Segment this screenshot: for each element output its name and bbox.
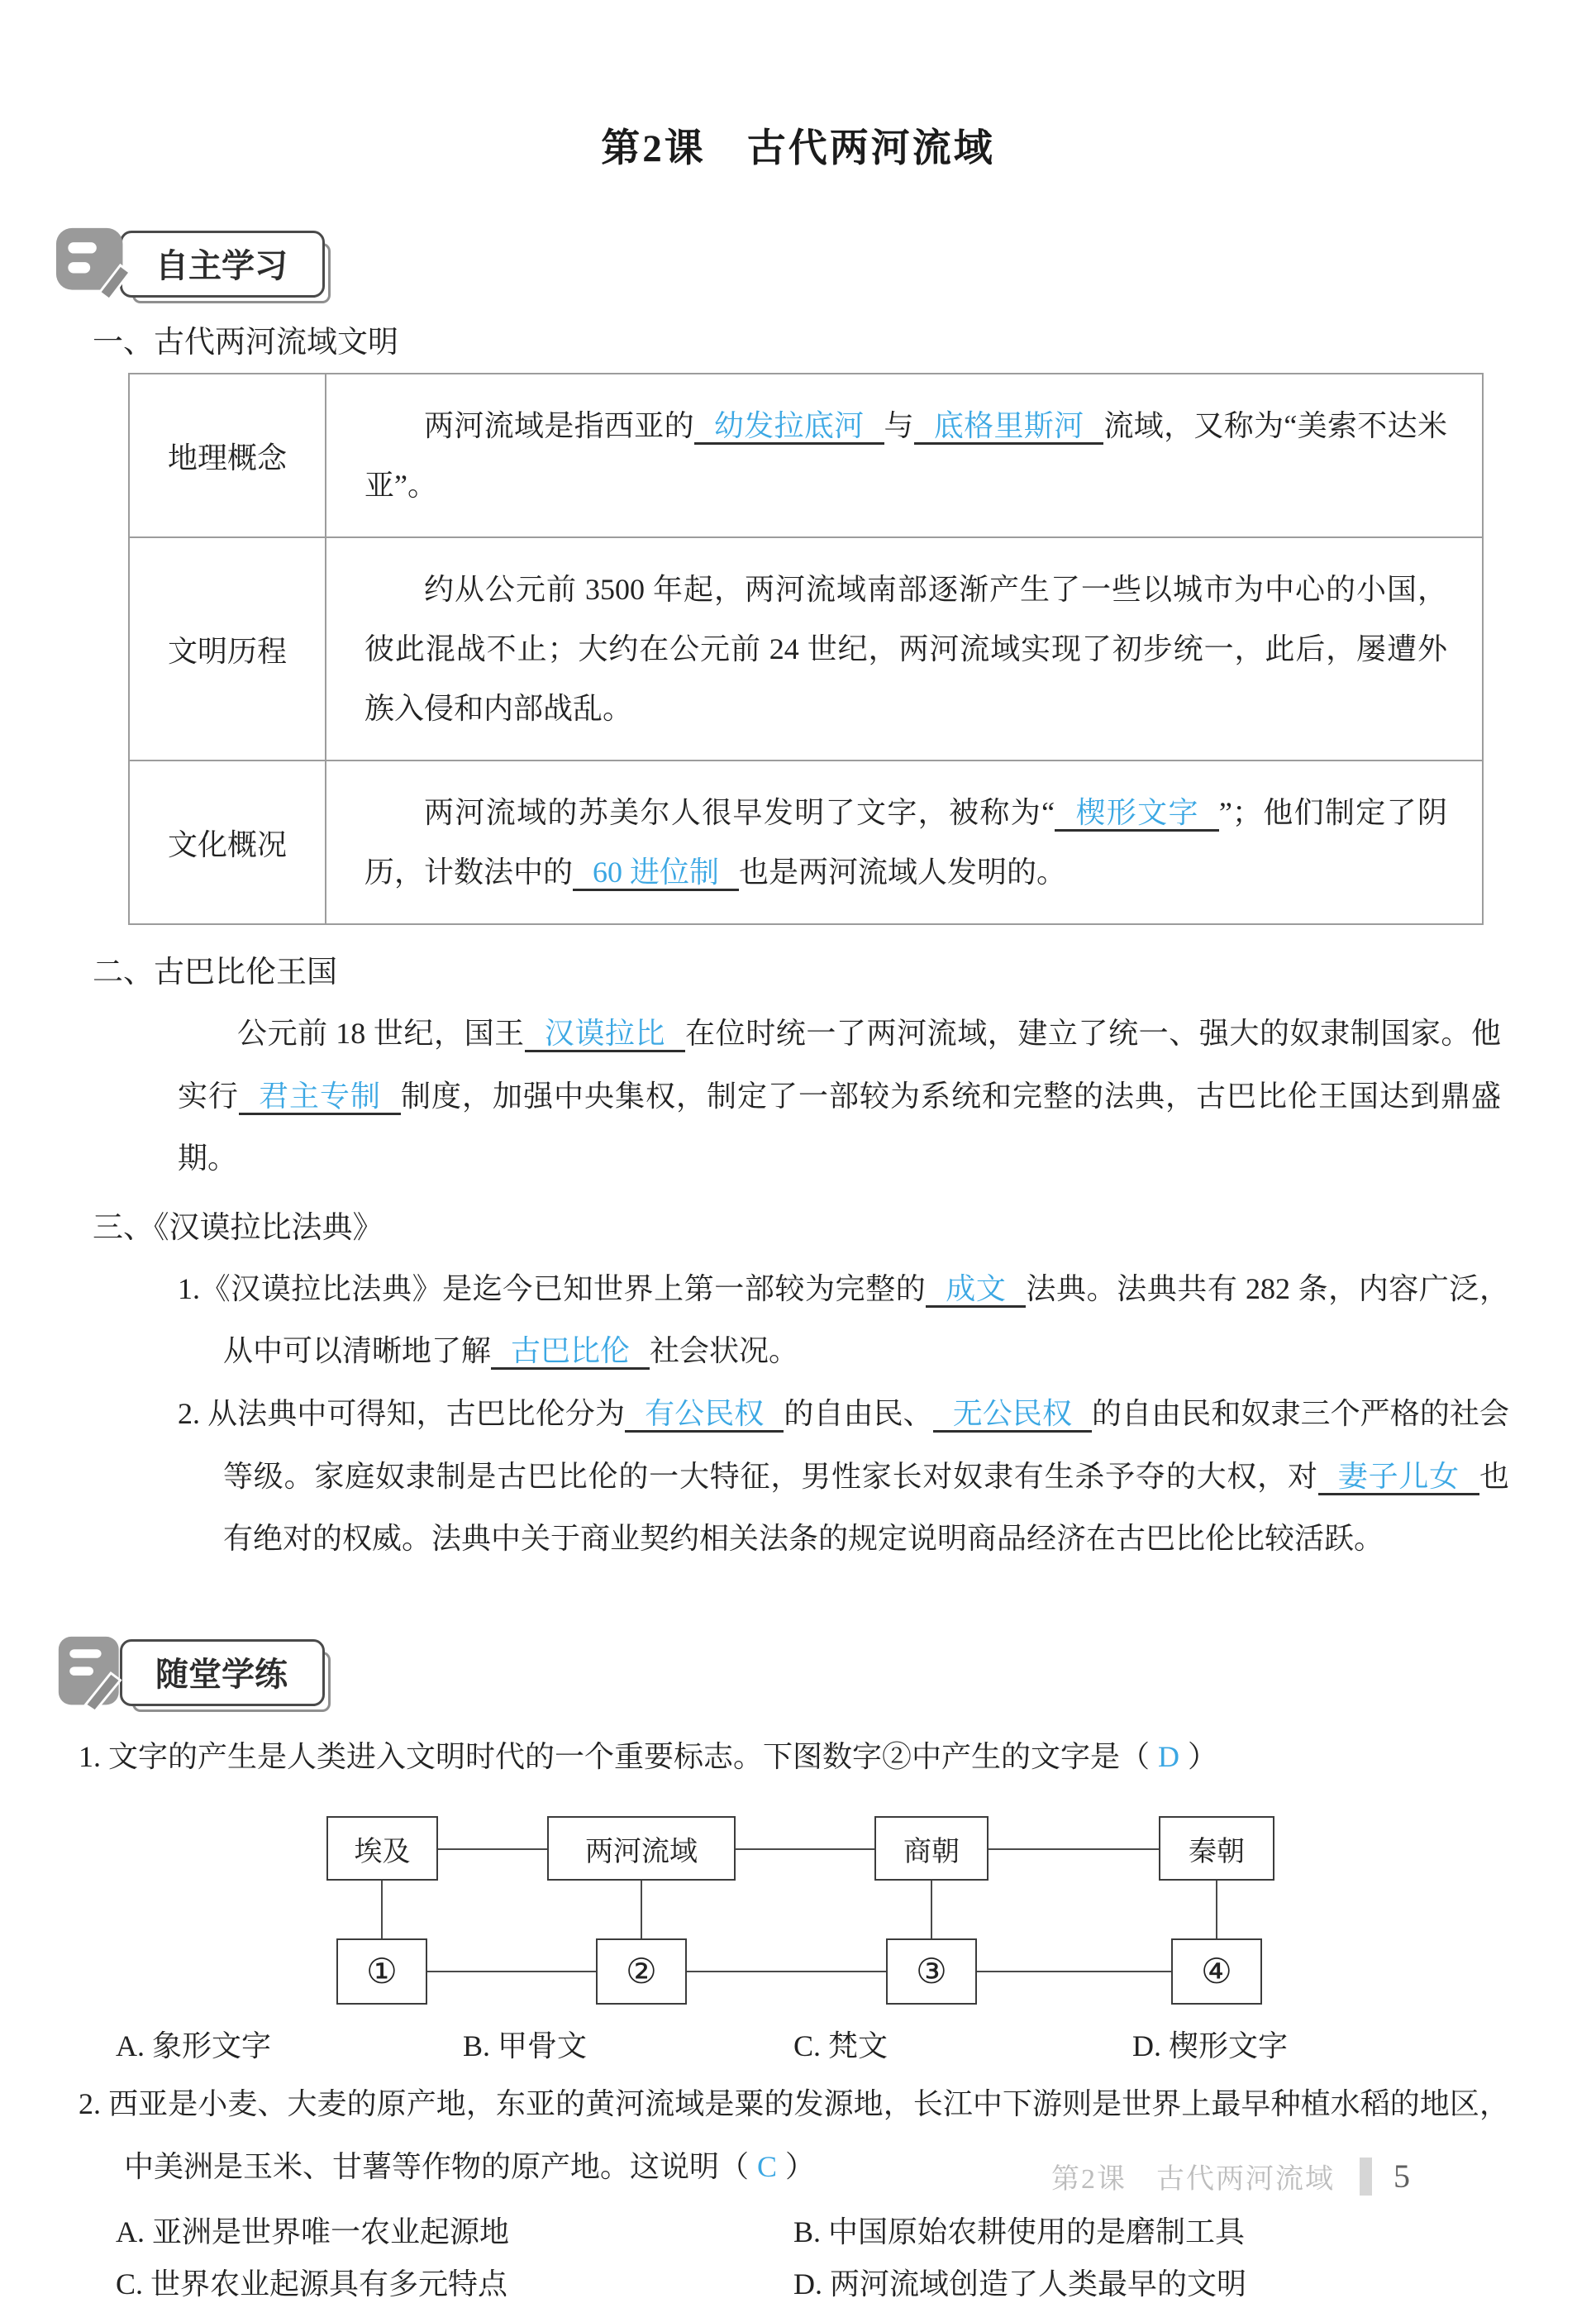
blank-answer: 古巴比伦 [491, 1334, 650, 1370]
blank-answer: 无公民权 [933, 1397, 1092, 1433]
connector-line [382, 1848, 1217, 1850]
practice-section-header [54, 1635, 1517, 1711]
option-b: B. 甲骨文 [463, 2029, 588, 2063]
row-content [326, 374, 1483, 537]
section3-heading: 三、《汉谟拉比法典》 [93, 1210, 384, 1245]
question-number: 2. [79, 2087, 101, 2121]
row-label: 地理概念 [129, 374, 326, 537]
connector-line [931, 1881, 932, 1939]
footer-lesson-title: 第2课 古代两河流域 [1051, 2164, 1335, 2195]
question-2-options-row2 [116, 2261, 1517, 2303]
blank-answer: 成文 [926, 1272, 1026, 1308]
section3-item [178, 1383, 1509, 1571]
practice-badge: 随堂学练 [120, 1639, 325, 1706]
text-segment: 从法典中可得知，古巴比伦分为 [207, 1396, 626, 1430]
row-content [326, 537, 1483, 761]
question-2-options-row1 [116, 2209, 1517, 2251]
text-segment: 《汉谟拉比法典》是迄今已知世界上第一部较为完整的 [200, 1271, 927, 1305]
choice-answer: C [757, 2149, 778, 2183]
civilization-box: 秦朝 [1159, 1816, 1274, 1881]
text-segment: 在位时统一了两河流域，建立了统一、强大的奴隶制国家。他实行 [178, 1017, 1501, 1113]
option-b: B. 中国原始农耕使用的是磨制工具 [793, 2215, 1246, 2248]
section1-heading: 一、古代两河流域文明 [93, 326, 398, 360]
page-footer [1051, 2156, 1410, 2196]
civilization-table [128, 373, 1484, 925]
civilization-box: 商朝 [874, 1816, 989, 1881]
footer-divider [1360, 2158, 1372, 2196]
section3-item [178, 1258, 1509, 1383]
text-segment: 西亚是小麦、大麦的原产地，东亚的黄河流域是粟的发源地，长江中下游则是世界上最早种植水稻的地区，中美洲是玉米、甘薯等作物的原产地。这说明（ [108, 2087, 1509, 2183]
text-segment: 也是两河流域人发明的。 [739, 856, 1067, 889]
row-content [326, 761, 1483, 924]
connector-line [641, 1881, 642, 1939]
option-a: A. 象形文字 [116, 2029, 271, 2063]
self-study-section-header [54, 226, 1517, 302]
item-text [200, 1272, 1509, 1371]
table-row [129, 374, 1483, 537]
text-segment: 的自由民、 [784, 1396, 933, 1430]
text-segment: 的自由民和奴隶三个严格的社会等级。家庭奴隶制是古巴比伦的一大特征，男性家长对奴隶有生杀予夺的大权，对 [223, 1396, 1509, 1493]
question-number: 1. [79, 1739, 101, 1773]
blank-answer: 汉谟拉比 [525, 1017, 685, 1052]
connector-line [382, 1971, 1217, 1972]
item-number: 2. [178, 1396, 200, 1430]
section2-heading: 二、古巴比伦王国 [93, 956, 337, 989]
choice-answer: D [1158, 1739, 1180, 1773]
table-row [129, 537, 1483, 761]
text-segment: 流域，又称为“美索不达米亚”。 [364, 409, 1447, 502]
blank-answer: 60 进位制 [573, 856, 739, 891]
number-box: ② [596, 1938, 687, 2005]
option-a: A. 亚洲是世界唯一农业起源地 [116, 2215, 509, 2248]
text-segment: ”；他们制定了阴历，计数法中的 [364, 796, 1447, 889]
row-label: 文明历程 [129, 537, 326, 761]
row-label: 文化概况 [129, 761, 326, 924]
text-segment: 法典。法典共有 282 条，内容广泛，从中可以清晰地了解 [223, 1271, 1509, 1368]
self-study-badge: 自主学习 [120, 231, 325, 298]
text-segment: 约从公元前 3500 年起，两河流域南部逐渐产生了一些以城市为中心的小国，彼此混战不止；大约在公元前 24 世纪，两河流域实现了初步统一，此后，屡遭外族入侵和内部战乱。 [364, 573, 1447, 725]
text-segment: 两河流域是指西亚的 [424, 409, 694, 442]
blank-answer: 妻子儿女 [1318, 1460, 1479, 1495]
text-segment: 公元前 18 世纪，国王 [237, 1017, 525, 1050]
text-segment: 文字的产生是人类进入文明时代的一个重要标志。下图数字②中产生的文字是（ [108, 1739, 1151, 1773]
civilization-box: 埃及 [326, 1816, 438, 1881]
number-box: ③ [886, 1938, 977, 2005]
option-c: C. 梵文 [793, 2029, 889, 2063]
text-segment: 两河流域的苏美尔人很早发明了文字，被称为“ [424, 796, 1055, 829]
question-1 [79, 1726, 1509, 1789]
blank-answer: 君主专制 [239, 1080, 401, 1115]
writing-systems-diagram [273, 1816, 1289, 2008]
text-segment: 也有绝对的权威。法典中关于商业契约相关法条的规定说明商品经济在古巴比伦比较活跃。 [223, 1459, 1509, 1556]
blank-answer: 底格里斯河 [914, 409, 1104, 445]
notes-pencil-icon [54, 226, 133, 302]
table-row [129, 761, 1483, 924]
civilization-box: 两河流域 [547, 1816, 736, 1881]
number-box: ① [336, 1938, 427, 2005]
option-d: D. 楔形文字 [1132, 2029, 1288, 2063]
option-d: D. 两河流域创造了人类最早的文明 [793, 2267, 1246, 2301]
option-c: C. 世界农业起源具有多元特点 [116, 2267, 508, 2301]
footer-page-number: 5 [1394, 2158, 1410, 2195]
item-text [207, 1397, 1509, 1555]
text-segment: 制度，加强中央集权，制定了一部较为系统和完整的法典，古巴比伦王国达到鼎盛期。 [178, 1079, 1501, 1175]
page-title: 第2课 古代两河流域 [601, 127, 995, 170]
blank-answer: 楔形文字 [1055, 796, 1219, 832]
book-pencil-icon [54, 1635, 133, 1711]
text-segment: ） [1188, 1739, 1218, 1773]
connector-line [1216, 1881, 1217, 1939]
number-box: ④ [1171, 1938, 1262, 2005]
blank-answer: 有公民权 [625, 1397, 784, 1433]
section2-paragraph [178, 1003, 1501, 1190]
connector-line [381, 1881, 383, 1939]
text-segment: 与 [884, 409, 914, 442]
question-1-options [116, 2023, 1517, 2065]
question-text [108, 1740, 1217, 1773]
text-segment: ） [785, 2149, 816, 2183]
blank-answer: 幼发拉底河 [694, 409, 884, 445]
text-segment: 社会状况。 [650, 1334, 799, 1368]
item-number: 1. [178, 1271, 200, 1305]
